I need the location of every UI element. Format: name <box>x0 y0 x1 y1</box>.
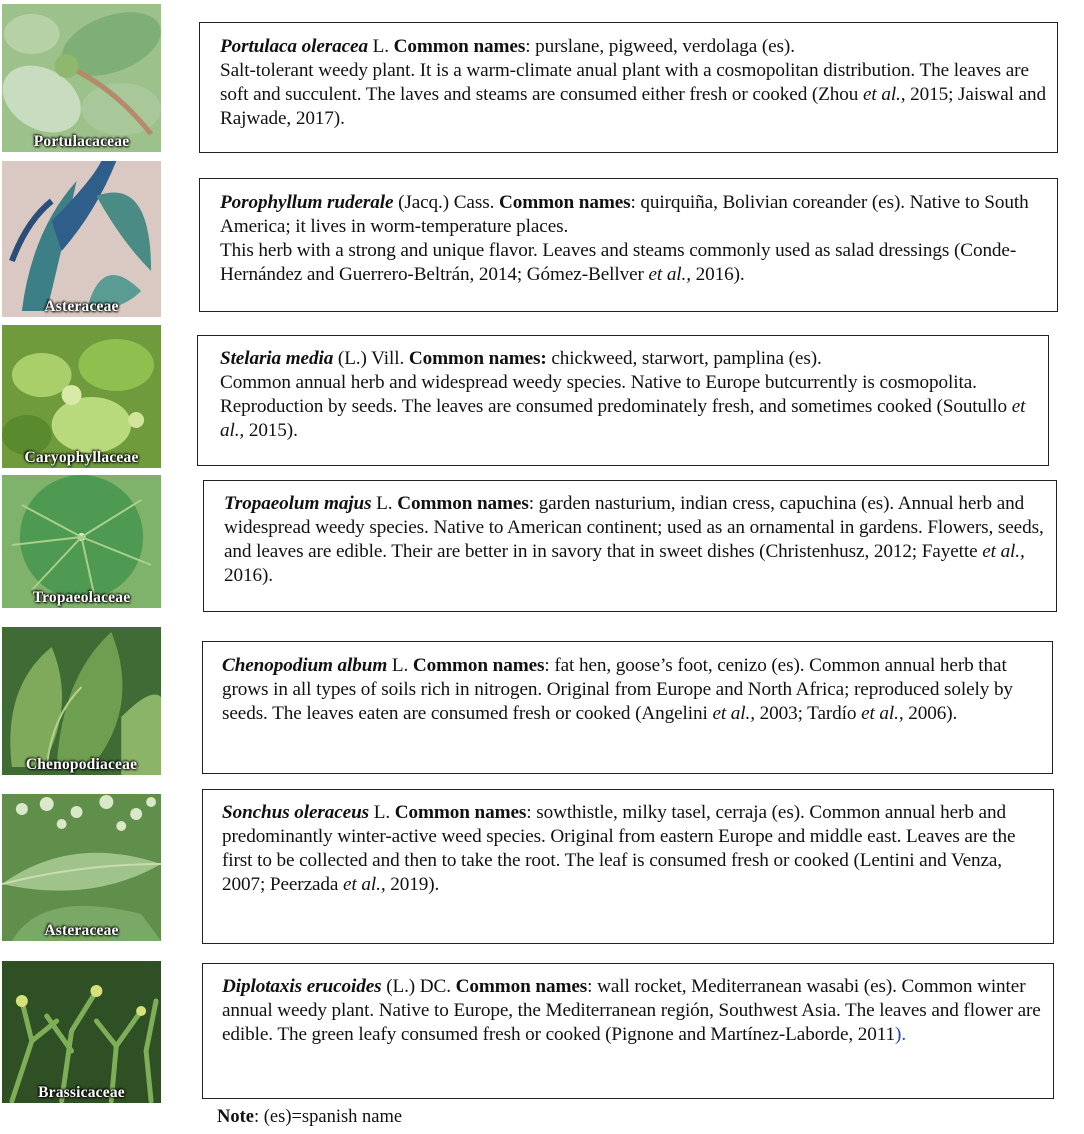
species-name: Portulaca oleracea <box>220 36 368 57</box>
footnote <box>217 1107 402 1128</box>
photo-tropaeolaceae <box>2 475 161 608</box>
species-name: Tropaeolum majus <box>224 493 372 514</box>
family-label: Chenopodiaceae <box>25 756 138 773</box>
plant-notes: : wall rocket, Mediterranean wasabi (es). Common winter annual weedy plant. Native to Europe, the Mediterranean región, Southwest Asia. The leaves and flower are edible. The green leafy consumed fresh or cooked (Pignone and Martínez-Laborde, 2011 <box>222 976 1041 1045</box>
plant-description: Chenopodium album L. Common names: fat hen, goose’s foot, cenizo (es). Common annual herb that grows in all types of soils rich in nitrogen. Original from Europe and North Africa; reproduced solely by seeds. The leaves eaten are consumed fresh or cooked (Angelini et al., 2003; Tardío et al., 2006). <box>222 655 1013 724</box>
plant-description: Sonchus oleraceus L. Common names: sowthistle, milky tasel, cerraja (es). Common annual herb and predominantly winter-active weed species. Original from eastern Europe and middle east. Leaves are the first to be collected and then to take the root. The leaf is consumed fresh or cooked (Lentini and Venza, 2007; Peerzada et al., 2019). <box>222 802 1016 895</box>
family-label: Caryophyllaceae <box>24 449 139 466</box>
family-label: Asteraceae <box>44 298 119 315</box>
family-label: Tropaeolaceae <box>32 589 131 606</box>
common-names-label: Common names: <box>408 348 547 369</box>
common-names-label: Common names <box>394 802 527 823</box>
common-names-label: Common names <box>393 36 526 57</box>
plant-description: Portulaca oleracea L. Common names: purslane, pigweed, verdolaga (es). Salt-tolerant weedy plant. It is a warm-climate anual plant with a cosmopolitan distribution. The leaves are soft and succulent. The laves and steams are consumed either fresh or cooked (Zhou et al., 2015; Jaiswal and Rajwade, 2017). <box>220 36 1046 129</box>
species-name: Sonchus oleraceus <box>222 802 370 823</box>
species-name: Porophyllum ruderale <box>220 192 394 213</box>
photo-caryophyllaceae <box>2 325 161 468</box>
photo-asteraceae-1 <box>2 161 161 317</box>
plant-notes: Salt-tolerant weedy plant. It is a warm-climate anual plant with a cosmopolitan distribution. The leaves are soft and succulent. The laves and steams are consumed either fresh or cooked (Zhou et al., 2015; Jaiswal and Rajwade, 2017). <box>220 60 1046 129</box>
plant-notes: : fat hen, goose’s foot, cenizo (es). Common annual herb that grows in all types of soils rich in nitrogen. Original from Europe and North Africa; reproduced solely by seeds. The leaves eaten are consumed fresh or cooked (Angelini <box>222 655 1013 724</box>
species-name: Stelaria media <box>220 348 334 369</box>
plant-card-5 <box>202 641 1053 774</box>
photo-asteraceae-2 <box>2 794 161 941</box>
species-name: Diplotaxis erucoides <box>222 976 382 997</box>
note-text: : (es)=spanish name <box>253 1107 403 1127</box>
plant-card-6 <box>202 789 1054 944</box>
common-names-label: Common names <box>412 655 545 676</box>
wall-rocket-image <box>2 961 161 1103</box>
photo-portulacaceae <box>2 4 161 152</box>
porophyllum-image <box>2 161 161 317</box>
plant-card-3 <box>197 335 1049 466</box>
plant-card-4 <box>203 480 1057 612</box>
common-names-label: Common names <box>455 976 588 997</box>
photo-chenopodiaceae <box>2 627 161 775</box>
family-label: Brassicaceae <box>38 1084 125 1101</box>
plant-card-1 <box>199 22 1058 153</box>
family-label: Asteraceae <box>44 922 119 939</box>
plant-description: Tropaeolum majus L. Common names: garden nasturium, indian cress, capuchina (es). Annual herb and widespread weedy species. Native to American continent; used as an ornamental in gardens. Flowers, seeds, and leaves are edible. Their are better in in savory that in sweet dishes (Christenhusz, 2012; Fayette et al., 2016). <box>224 493 1044 586</box>
note-label: Note <box>217 1107 254 1127</box>
plant-notes: : garden nasturium, indian cress, capuchina (es). Annual herb and widespread weedy species. Native to American continent; used as an ornamental in gardens. Flowers, seeds, and leaves are edible. Their are better in in savory that in sweet dishes (Christenhusz, 2012; Fayette <box>224 493 1044 562</box>
plant-card-2 <box>199 178 1058 312</box>
common-names-label: Common names <box>397 493 529 514</box>
plant-description: Stelaria media (L.) Vill. Common names: chickweed, starwort, pamplina (es). Common annual herb and widespread weedy species. Native to Europe butcurrently is cosmopolita. Reproduction by seeds. The leaves are consumed predominately fresh, and sometimes cooked (Soutullo et al., 2015). <box>198 336 1048 443</box>
family-label: Portulacaceae <box>33 133 130 150</box>
plant-notes: : sowthistle, milky tasel, cerraja (es). Common annual herb and predominantly winter-active weed species. Original from eastern Europe and middle east. Leaves are the first to be collected and then to take the root. The leaf is consumed fresh or cooked (Lentini and Venza, 2007; Peerzada <box>222 802 1016 895</box>
plant-card-7 <box>202 963 1054 1099</box>
plant-description: Porophyllum ruderale (Jacq.) Cass. Common names: quirquiña, Bolivian coreander (es). Native to South America; it lives in worm-temperature places. This herb with a strong and unique flavor. Leaves and steams commonly used as salad dressings (Conde-Hernández and Guerrero-Beltrán, 2014; Gómez-Bellver et al., 2016). <box>200 179 1057 287</box>
species-name: Chenopodium album <box>222 655 388 676</box>
plant-description: Diplotaxis erucoides (L.) DC. Common names: wall rocket, Mediterranean wasabi (es). Common winter annual weedy plant. Native to Europe, the Mediterranean región, Southwest Asia. The leaves and flower are edible. The green leafy consumed fresh or cooked (Pignone and Martínez-Laborde, 2011). <box>222 976 1041 1045</box>
purslane-image <box>2 4 161 152</box>
plant-notes: Common annual herb and widespread weedy species. Native to Europe butcurrently is cosmopolita. Reproduction by seeds. The leaves are consumed predominately fresh, and sometimes cooked (Soutullo et al., 2015). <box>220 372 1026 441</box>
chickweed-image <box>2 325 161 468</box>
common-names-label: Common names <box>498 192 631 213</box>
sowthistle-image <box>2 794 161 941</box>
photo-brassicaceae <box>2 961 161 1103</box>
plant-notes: This herb with a strong and unique flavor. Leaves and steams commonly used as salad dressings (Conde-Hernández and Guerrero-Beltrán, 2014; Gómez-Bellver et al., 2016). <box>220 240 1017 285</box>
fat-hen-image <box>2 627 161 775</box>
